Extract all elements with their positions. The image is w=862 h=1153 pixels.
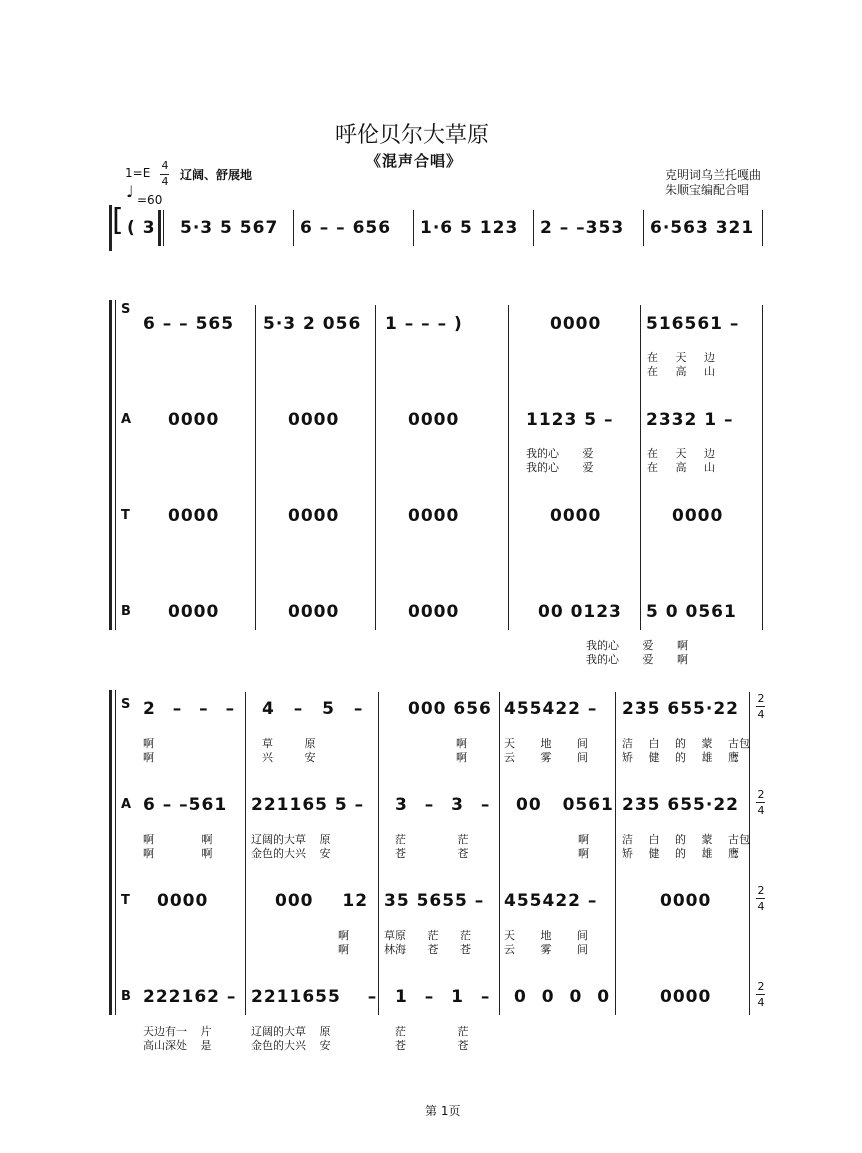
barline xyxy=(255,305,256,630)
lyric-line: 在 天 边 xyxy=(647,447,715,460)
time-signature-line xyxy=(756,706,765,707)
lyric-line: 苍 苍 xyxy=(395,1039,469,1052)
tenor-measure: 455422 – xyxy=(504,891,598,911)
barline xyxy=(762,210,763,246)
part-label-tenor: T xyxy=(121,893,130,908)
time-signature-bottom: 4 xyxy=(757,708,765,721)
lyric-line: 天边有一 片 xyxy=(143,1025,212,1038)
lyric-line: 洁 白 的 蒙 古包 xyxy=(622,833,750,846)
barline xyxy=(413,210,414,246)
alto-measure: 6 – –561 xyxy=(143,795,228,815)
lyric-line: 草 原 xyxy=(262,737,316,750)
barline xyxy=(640,305,641,630)
lyric-line: 辽阔的大草 原 xyxy=(251,833,331,846)
soprano-measure: 516561 – xyxy=(646,314,740,334)
system-brace: [ xyxy=(112,203,124,238)
intro-measure: 5·3 5 567 xyxy=(180,218,279,238)
alto-measure: 3 – 3 – xyxy=(395,795,491,815)
part-label-soprano: S xyxy=(121,697,131,712)
lyric-line: 天 地 间 xyxy=(504,737,588,750)
lyric-line: 金色的大兴 安 xyxy=(251,1039,331,1052)
tenor-measure: 0000 xyxy=(672,506,724,526)
expression-marking: 辽阔、舒展地 xyxy=(180,168,253,182)
lyric-line: 啊 xyxy=(338,929,349,942)
bass-measure: 0000 xyxy=(408,602,460,622)
lyric-line: 兴 安 xyxy=(262,751,316,764)
system-bracket xyxy=(109,300,112,630)
repeat-barline xyxy=(158,210,161,246)
lyric-line: 啊 xyxy=(578,847,589,860)
soprano-measure: 235 655·22 xyxy=(622,699,740,719)
alto-measure: 1123 5 – xyxy=(526,410,614,430)
credits-line-1: 克明词乌兰托嘎曲 xyxy=(665,168,762,182)
credits-line-2: 朱顺宝编配合唱 xyxy=(665,183,750,197)
tenor-measure: 0000 xyxy=(408,506,460,526)
lyric-line: 在 天 边 xyxy=(647,351,715,364)
lyric-line: 我的心 爱 xyxy=(526,461,594,474)
barline xyxy=(378,692,379,1015)
lyric-line: 洁 白 的 蒙 古包 xyxy=(622,737,750,750)
soprano-measure: 4 – 5 – xyxy=(262,699,364,719)
barline xyxy=(245,692,246,1015)
barline xyxy=(508,305,509,630)
key-signature: 1=E xyxy=(125,166,151,180)
lyric-line: 矫 健 的 雄 鹰 xyxy=(622,751,739,764)
lyric-line: 我的心 爱 xyxy=(526,447,594,460)
lyric-line: 高山深处 是 xyxy=(143,1039,212,1052)
bass-measure: 0000 xyxy=(168,602,220,622)
tenor-measure: 0000 xyxy=(168,506,220,526)
intro-measure: 6·563 321 xyxy=(650,218,755,238)
part-label-alto: A xyxy=(121,412,132,427)
lyric-line: 在 高 山 xyxy=(647,461,715,474)
bass-measure: 5 0 0561 xyxy=(646,602,737,622)
bass-measure: 1 – 1 – xyxy=(395,987,491,1007)
tenor-measure: 0000 xyxy=(550,506,602,526)
lyric-line: 啊 啊 xyxy=(143,847,213,860)
barline xyxy=(762,305,763,630)
lyric-line: 啊 xyxy=(338,943,349,956)
alto-measure: 235 655·22 xyxy=(622,795,740,815)
lyric-line: 我的心 爱 啊 xyxy=(586,653,688,666)
lyric-line: 天 地 间 xyxy=(504,929,588,942)
time-signature-bottom: 4 xyxy=(757,804,765,817)
lyric-line: 啊 xyxy=(143,737,154,750)
time-signature-top: 2 xyxy=(757,884,765,897)
part-label-soprano: S xyxy=(121,302,131,317)
intro-measure: 1·6 5 123 xyxy=(420,218,519,238)
subtitle: 《混声合唱》 xyxy=(366,152,463,170)
tenor-measure: 0000 xyxy=(288,506,340,526)
system-bracket xyxy=(109,690,112,1015)
time-signature-line xyxy=(756,898,765,899)
alto-measure: 0000 xyxy=(288,410,340,430)
barline xyxy=(163,210,164,246)
soprano-measure: 2 – – – xyxy=(143,699,236,719)
time-signature-top: 2 xyxy=(757,788,765,801)
barline xyxy=(293,210,294,246)
time-signature-line xyxy=(756,802,765,803)
lyric-line: 茫 茫 xyxy=(395,833,469,846)
soprano-measure: 000 656 xyxy=(408,699,492,719)
lyric-line: 苍 苍 xyxy=(395,847,469,860)
page-number: 第 1页 xyxy=(425,1104,461,1118)
lyric-line: 茫 茫 xyxy=(395,1025,469,1038)
soprano-measure: 5·3 2 056 xyxy=(263,314,362,334)
time-signature-bottom: 4 xyxy=(757,996,765,1009)
alto-measure: 0000 xyxy=(408,410,460,430)
alto-measure: 2332 1 – xyxy=(646,410,734,430)
lyric-line: 我的心 爱 啊 xyxy=(586,639,688,652)
bass-measure: 0000 xyxy=(288,602,340,622)
barline xyxy=(643,210,644,246)
time-signature-top: 4 xyxy=(161,159,169,172)
lyric-line: 啊 xyxy=(456,737,467,750)
lyric-line: 云 雾 间 xyxy=(504,751,588,764)
bass-measure: 2211655 – xyxy=(251,987,378,1007)
alto-measure: 221165 5 – xyxy=(251,795,365,815)
lyric-line: 林海 苍 苍 xyxy=(384,943,471,956)
system-line xyxy=(115,300,116,630)
alto-measure: 0000 xyxy=(168,410,220,430)
time-signature-top: 2 xyxy=(757,980,765,993)
time-signature-bottom: 4 xyxy=(161,175,169,188)
alto-measure: 00 0561 xyxy=(516,795,614,815)
soprano-measure: 1 – – – ) xyxy=(385,314,463,334)
lyric-line: 草原 茫 茫 xyxy=(384,929,471,942)
time-signature-top: 2 xyxy=(757,692,765,705)
tenor-measure: 0000 xyxy=(157,891,209,911)
bass-measure: 0000 xyxy=(660,987,712,1007)
lyric-line: 啊 xyxy=(456,751,467,764)
time-signature-bottom: 4 xyxy=(757,900,765,913)
soprano-measure: 0000 xyxy=(550,314,602,334)
lyric-line: 云 雾 间 xyxy=(504,943,588,956)
lyric-line: 在 高 山 xyxy=(647,365,715,378)
tenor-measure: 000 12 xyxy=(275,891,369,911)
page-title: 呼伦贝尔大草原 xyxy=(335,123,490,148)
lyric-line: 啊 啊 xyxy=(143,833,213,846)
soprano-measure: 6 – – 565 xyxy=(143,314,235,334)
tenor-measure: 0000 xyxy=(660,891,712,911)
intro-measure: 2 – –353 xyxy=(540,218,625,238)
tempo-marking: =60 xyxy=(137,193,163,207)
lyric-line: 矫 健 的 雄 鹰 xyxy=(622,847,739,860)
tenor-measure: 35 5655 – xyxy=(384,891,485,911)
bass-measure: 222162 – xyxy=(143,987,237,1007)
part-label-alto: A xyxy=(121,797,132,812)
barline xyxy=(615,692,616,1015)
time-signature-line xyxy=(756,994,765,995)
part-label-bass: B xyxy=(121,604,131,619)
lyric-line: 啊 xyxy=(143,751,154,764)
barline xyxy=(499,692,500,1015)
system-line xyxy=(115,690,116,1015)
intro-measure: ( 3 xyxy=(127,218,156,238)
part-label-tenor: T xyxy=(121,508,130,523)
barline xyxy=(375,305,376,630)
bass-measure: 0 0 0 0 xyxy=(514,987,611,1007)
lyric-line: 啊 xyxy=(578,833,589,846)
part-label-bass: B xyxy=(121,989,131,1004)
quarter-note-icon: ♩ xyxy=(126,182,134,201)
lyric-line: 辽阔的大草 原 xyxy=(251,1025,331,1038)
bass-measure: 00 0123 xyxy=(538,602,622,622)
soprano-measure: 455422 – xyxy=(504,699,598,719)
intro-measure: 6 – – 656 xyxy=(300,218,392,238)
lyric-line: 金色的大兴 安 xyxy=(251,847,331,860)
barline xyxy=(533,210,534,246)
